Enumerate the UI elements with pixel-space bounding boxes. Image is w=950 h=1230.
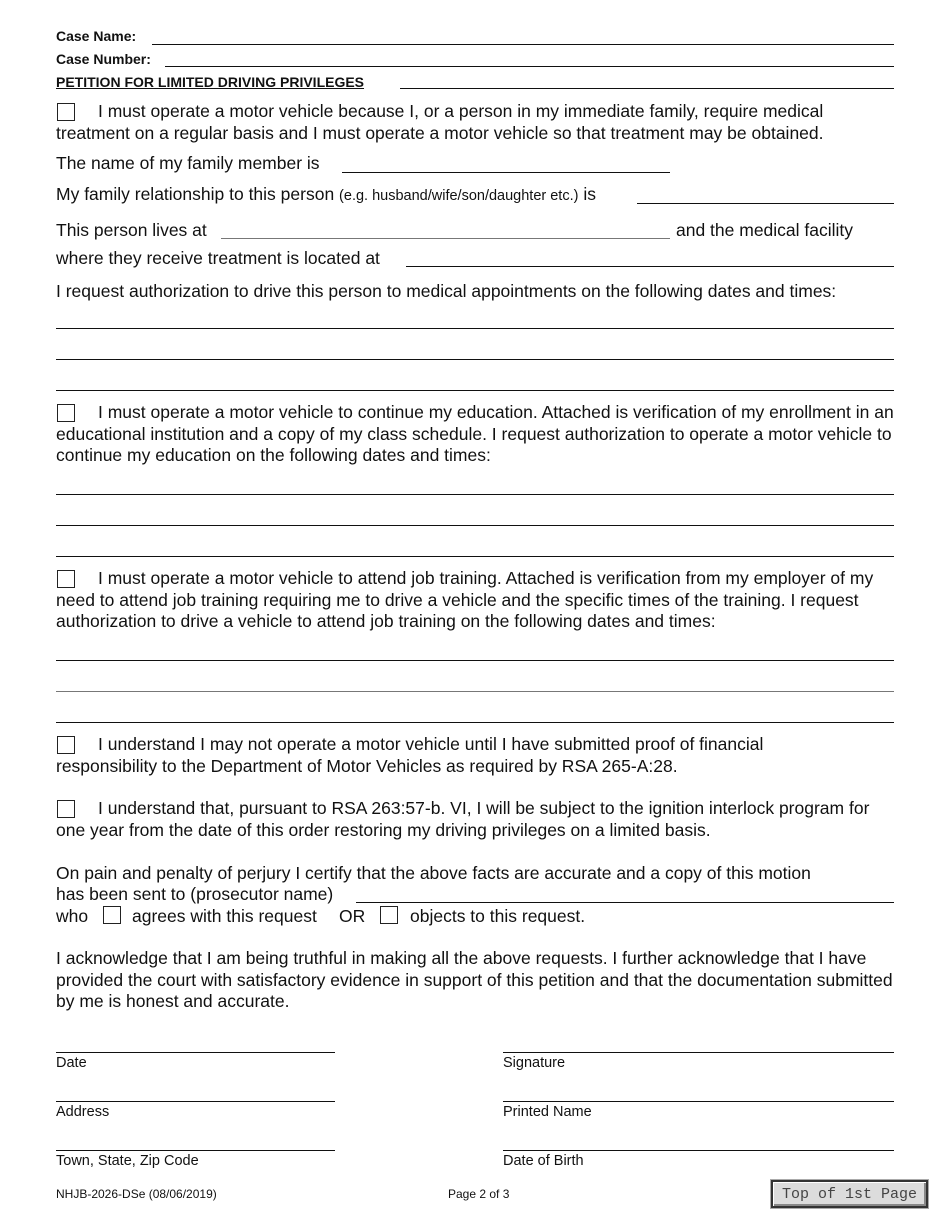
date-field[interactable] — [56, 1052, 335, 1053]
perjury-line-1: On pain and penalty of perjury I certify that the above facts are accurate and a copy of this motion — [56, 863, 811, 883]
relationship-label — [56, 184, 596, 207]
lives-at-label: This person lives at — [56, 220, 207, 240]
medical-facility-label: and the medical facility — [676, 220, 854, 240]
medical-statement — [56, 101, 896, 144]
signature-field[interactable] — [503, 1052, 894, 1053]
family-member-label: The name of my family member is — [56, 153, 320, 173]
date-label: Date — [56, 1055, 87, 1071]
town-state-zip-label: Town, State, Zip Code — [56, 1153, 199, 1169]
objects-label: objects to this request. — [410, 906, 586, 926]
date-of-birth-label: Date of Birth — [503, 1153, 584, 1169]
address-label: Address — [56, 1104, 110, 1120]
agrees-label: agrees with this request — [132, 906, 317, 926]
perjury-line-2: has been sent to (prosecutor name) — [56, 884, 334, 904]
who-label: who — [56, 906, 89, 926]
financial-statement-text: I understand I may not operate a motor vehicle until I have submitted proof of financial responsibility to the Department of Motor Vehicles as required by RSA 265-A:28. — [56, 734, 764, 776]
relationship-is: is — [583, 184, 596, 204]
job-training-dates-line[interactable] — [56, 660, 894, 661]
interlock-statement — [56, 798, 896, 841]
job-training-dates-line[interactable] — [56, 691, 894, 692]
acknowledge-statement: I acknowledge that I am being truthful in making all the above requests. I further acknowledge that I have provided the court with satisfactory evidence in support of this petition and that the documentation submitted by me is honest and accurate. — [56, 948, 893, 1011]
job-training-statement-text: I must operate a motor vehicle to attend job training. Attached is verification from my employer of my need to attend job training requiring me to drive a vehicle and the specific times of the training. I request authorization to drive a vehicle to attend job training on the following dates and times: — [56, 568, 874, 631]
form-id: NHJB-2026-DSe (08/06/2019) — [56, 1187, 217, 1201]
page-number: Page 2 of 3 — [448, 1187, 510, 1201]
medical-dates-line[interactable] — [56, 359, 894, 360]
job-training-dates-line[interactable] — [56, 722, 894, 723]
signature-label: Signature — [503, 1055, 566, 1071]
medical-statement-text: I must operate a motor vehicle because I, or a person in my immediate family, require medical treatment on a regular basis and I must operate a motor vehicle so that treatment may be obtained. — [56, 101, 824, 143]
case-name-field[interactable] — [152, 44, 894, 45]
education-dates-line[interactable] — [56, 556, 894, 557]
case-name-label: Case Name: — [56, 28, 137, 44]
objects-checkbox[interactable] — [380, 906, 398, 924]
or-label: OR — [339, 906, 366, 926]
treatment-location-label: where they receive treatment is located at — [56, 248, 380, 268]
case-number-label: Case Number: — [56, 51, 151, 67]
agrees-checkbox[interactable] — [103, 906, 121, 924]
relationship-field[interactable] — [637, 203, 894, 204]
interlock-statement-text: I understand that, pursuant to RSA 263:57-b. VI, I will be subject to the ignition interlock program for one year from the date of this order restoring my driving privileges on a limited basis. — [56, 798, 870, 840]
medical-request-label: I request authorization to drive this person to medical appointments on the following dates and times: — [56, 281, 837, 301]
date-of-birth-field[interactable] — [503, 1150, 894, 1151]
treatment-location-field[interactable] — [406, 266, 894, 267]
medical-dates-line[interactable] — [56, 390, 894, 391]
family-member-field[interactable] — [342, 172, 670, 173]
town-state-zip-field[interactable] — [56, 1150, 335, 1151]
case-number-field[interactable] — [165, 66, 894, 67]
job-training-statement — [56, 568, 896, 633]
education-dates-line[interactable] — [56, 494, 894, 495]
education-statement — [56, 402, 896, 467]
relationship-label-text: My family relationship to this person — [56, 184, 335, 204]
title-rule — [400, 88, 894, 89]
education-dates-line[interactable] — [56, 525, 894, 526]
education-statement-text: I must operate a motor vehicle to continue my education. Attached is verification of my enrollment in an educational institution and a copy of my class schedule. I request authorization to operate a motor vehicle to continue my education on the following dates and times: — [56, 402, 894, 465]
top-of-first-page-button[interactable]: Top of 1st Page — [771, 1180, 928, 1208]
prosecutor-name-field[interactable] — [356, 902, 894, 903]
relationship-hint: (e.g. husband/wife/son/daughter etc.) — [339, 188, 579, 204]
financial-statement — [56, 734, 856, 777]
medical-dates-line[interactable] — [56, 328, 894, 329]
form-title: PETITION FOR LIMITED DRIVING PRIVILEGES — [56, 74, 365, 90]
address-field[interactable] — [56, 1101, 335, 1102]
lives-at-field[interactable] — [221, 238, 670, 239]
printed-name-field[interactable] — [503, 1101, 894, 1102]
printed-name-label: Printed Name — [503, 1104, 592, 1120]
